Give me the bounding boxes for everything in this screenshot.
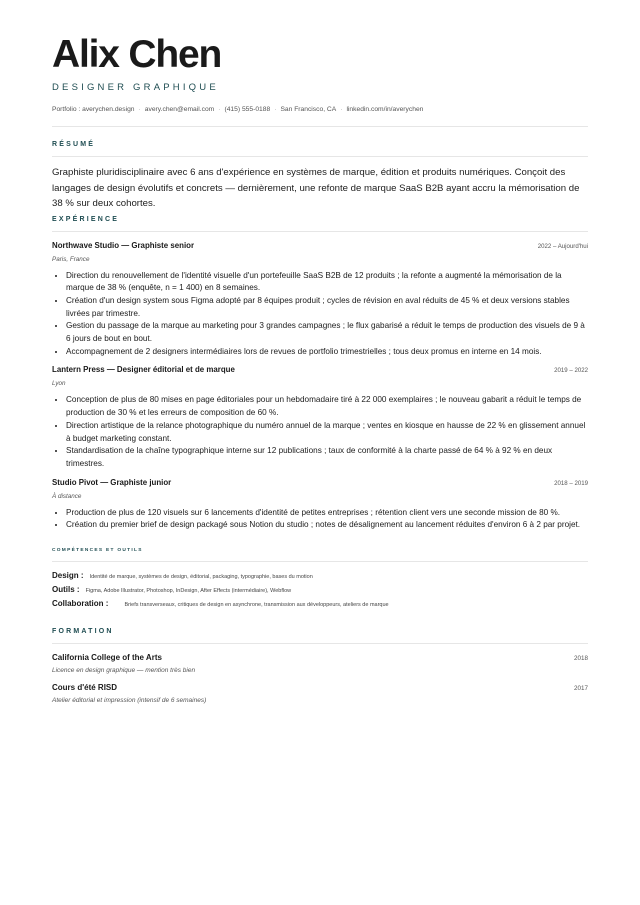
school-name: Cours d'été RISD — [52, 683, 118, 693]
divider — [52, 126, 588, 127]
skills-list — [52, 571, 588, 608]
skill-label: Collaboration : — [52, 599, 109, 609]
separator-dot: · — [274, 106, 277, 113]
separator-dot: · — [340, 106, 343, 113]
job-entry — [52, 365, 588, 470]
job-dates: 2022 – Aujourd'hui — [537, 242, 588, 250]
divider — [52, 643, 588, 644]
contact-location: San Francisco, CA — [280, 106, 337, 113]
job-bullet: • Standardisation de la chaîne typographique interne sur 12 publications ; taux de conformité à la charte passé de 64 % à 92 % en deux trimestres. — [66, 445, 588, 470]
education-header — [52, 653, 588, 662]
divider — [52, 156, 588, 157]
education-entry — [52, 683, 588, 704]
skill-row — [52, 571, 588, 580]
education-heading: FORMATION — [52, 628, 114, 636]
skill-row — [52, 599, 588, 608]
job-entry — [52, 478, 588, 532]
job-bullet: • Production de plus de 120 visuels sur 6 lancements d'identité de petites entreprises ; rétention client vers une seconde mission de 80 %. — [66, 507, 588, 520]
education-year: 2017 — [573, 685, 588, 693]
candidate-name: Alix Chen — [52, 33, 222, 76]
job-entry — [52, 241, 588, 359]
summary-heading: RÉSUMÉ — [52, 141, 96, 148]
education-header — [52, 683, 588, 692]
separator-dot: · — [218, 106, 221, 113]
contact-line — [52, 106, 588, 113]
job-header — [52, 365, 588, 374]
skill-value: Figma, Adobe Illustrator, Photoshop, InDesign, After Effects (intermédiaire), Webflow — [85, 588, 292, 595]
separator-dot: · — [138, 106, 141, 113]
education-entry — [52, 653, 588, 674]
education-detail: Licence en design graphique — mention très bien — [52, 667, 196, 675]
contact-linkedin[interactable]: linkedin.com/in/averychen — [346, 106, 424, 113]
job-bullets — [52, 507, 588, 532]
job-title: Northwave Studio — Graphiste senior — [52, 240, 195, 250]
contact-portfolio[interactable]: Portfolio : averychen.design — [52, 106, 135, 113]
skill-label: Design : — [52, 571, 84, 581]
job-location: Paris, France — [52, 255, 90, 263]
job-header — [52, 478, 588, 487]
skill-label: Outils : — [52, 585, 80, 595]
job-dates: 2018 – 2019 — [554, 479, 588, 487]
education-year: 2018 — [573, 655, 588, 663]
job-bullet: • Gestion du passage de la marque au marketing pour 3 grandes campagnes ; le flux gabarisé a réduit le temps de production des visuels de 9 à 6 jours de bout en bout. — [66, 320, 588, 345]
contact-phone[interactable]: (415) 555-0188 — [224, 106, 271, 113]
education-detail: Atelier éditorial et impression (intensif de 6 semaines) — [52, 697, 207, 705]
experience-heading: EXPÉRIENCE — [52, 215, 120, 223]
job-bullet: • Création d'un design system sous Figma adopté par 8 équipes produit ; cycles de révision en aval réduits de 45 % et deux versions stables livrées par trimestre. — [66, 295, 588, 320]
job-title-headline: DESIGNER GRAPHIQUE — [52, 82, 219, 93]
job-bullet: • Conception de plus de 80 mises en page éditoriales pour un hebdomadaire tiré à 22 000 exemplaires ; le nouveau gabarit a réduit le temps de production de 30 % et les erreurs de composition de 60 %. — [66, 394, 588, 419]
skill-value: Identité de marque, systèmes de design, éditorial, packaging, typographie, bases du motion — [89, 574, 313, 581]
job-dates: 2019 – 2022 — [554, 367, 588, 375]
job-bullets — [52, 270, 588, 359]
divider — [52, 231, 588, 232]
job-bullet: • Création du premier brief de design packagé sous Notion du studio ; notes de désalignement au lancement réduites d'environ 6 à 2 par projet. — [66, 519, 588, 532]
skill-row — [52, 585, 588, 594]
job-bullet: • Accompagnement de 2 designers intermédiaires lors de revues de portfolio trimestrielles ; tous deux promus en interne en 14 mois. — [66, 346, 588, 359]
skill-value: Briefs transverseaux, critiques de design en asynchrone, transmission aux développeurs, ateliers de marque — [124, 602, 389, 609]
skills-heading: COMPÉTENCES ET OUTILS — [52, 548, 143, 554]
job-title: Studio Pivot — Graphiste junior — [52, 477, 172, 487]
job-header — [52, 241, 588, 250]
job-bullets — [52, 394, 588, 470]
job-location: À distance — [52, 492, 82, 500]
summary-text: Graphiste pluridisciplinaire avec 6 ans d'expérience en systèmes de marque, édition et produits numériques. Conçoit des langages de design évolutifs et concrets — dernièrement, une refonte de marque SaaS B2B ayant accru la mémorisation de 38 % sur deux cohortes. — [52, 167, 580, 209]
school-name: California College of the Arts — [52, 653, 162, 663]
job-title: Lantern Press — Designer éditorial et de marque — [52, 365, 235, 375]
job-bullet: • Direction artistique de la relance photographique du numéro annuel de la marque ; ventes en kiosque en hausse de 22 % en glissement annuel à budget marketing constant. — [66, 420, 588, 445]
job-bullet: • Direction du renouvellement de l'identité visuelle d'un portefeuille SaaS B2B de 12 produits ; la refonte a augmenté la mémorisation de la marque de 38 % (enquête, n = 1 400) en 8 semaines. — [66, 270, 588, 295]
job-location: Lyon — [52, 380, 66, 388]
divider — [52, 561, 588, 562]
contact-email[interactable]: avery.chen@email.com — [144, 106, 215, 113]
